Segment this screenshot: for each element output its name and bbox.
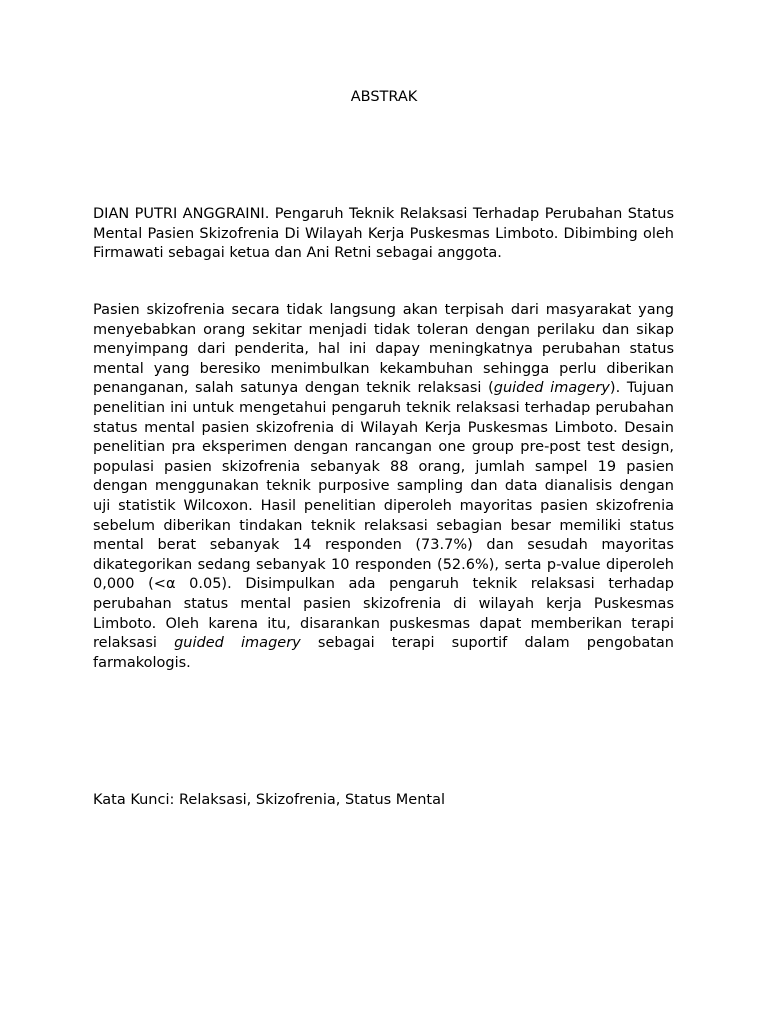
keywords-line: Kata Kunci: Relaksasi, Skizofrenia, Status Mental — [93, 792, 446, 808]
abstract-text-part-1: Pasien skizofrenia secara tidak langsung akan terpisah dari masyarakat yang menyebabkan orang sekitar menjadi tidak toleran dengan perilaku dan sikap menyimpang dari penderita, hal ini dapay meningkatnya perubahan status mental yang beresiko menimbulkan kekambuhan sehingga perlu diberikan penanganan, salah satunya dengan teknik relaksasi ( — [93, 302, 674, 397]
citation-paragraph: DIAN PUTRI ANGGRAINI. Pengaruh Teknik Relaksasi Terhadap Perubahan Status Mental Pasien Skizofrenia Di Wilayah Kerja Puskesmas Limboto. Dibimbing oleh Firmawati sebagai ketua dan Ani Retni sebagai anggota. — [93, 206, 674, 262]
page-title: ABSTRAK — [350, 89, 418, 105]
abstract-text-part-3: sebagai terapi suportif dalam pengobatan farmakologis. — [93, 635, 675, 671]
abstract-italic-term-1: guided imagery — [493, 380, 610, 397]
abstract-text-part-2: ). Tujuan penelitian ini untuk mengetahui pengaruh teknik relaksasi terhadap perubahan status mental pasien skizofrenia di Wilayah Kerja Puskesmas Limboto. Desain penelitian pra eksperimen dengan rancangan one group pre-post test design, populasi pasien skizofrenia sebanyak 88 orang, jumlah sampel 19 pasien dengan menggunakan teknik purposive sampling dan data dianalisis dengan uji statistik Wilcoxon. Hasil penelitian diperoleh mayoritas pasien skizofrenia sebelum diberikan tindakan teknik relaksasi sebagian besar memiliki status mental berat sebanyak 14 responden (73.7%) dan sesudah mayoritas dikategorikan sedang sebanyak 10 responden (52.6%), serta p-value diperoleh 0,000 (<α 0.05). Disimpulkan ada pengaruh teknik relaksasi terhadap perubahan status mental pasien skizofrenia di wilayah kerja Puskesmas Limboto. Oleh karena itu, disarankan puskesmas dapat memberikan terapi relaksasi — [93, 380, 674, 652]
abstract-italic-term-2: guided imagery — [174, 635, 301, 652]
abstract-paragraph — [93, 301, 674, 673]
